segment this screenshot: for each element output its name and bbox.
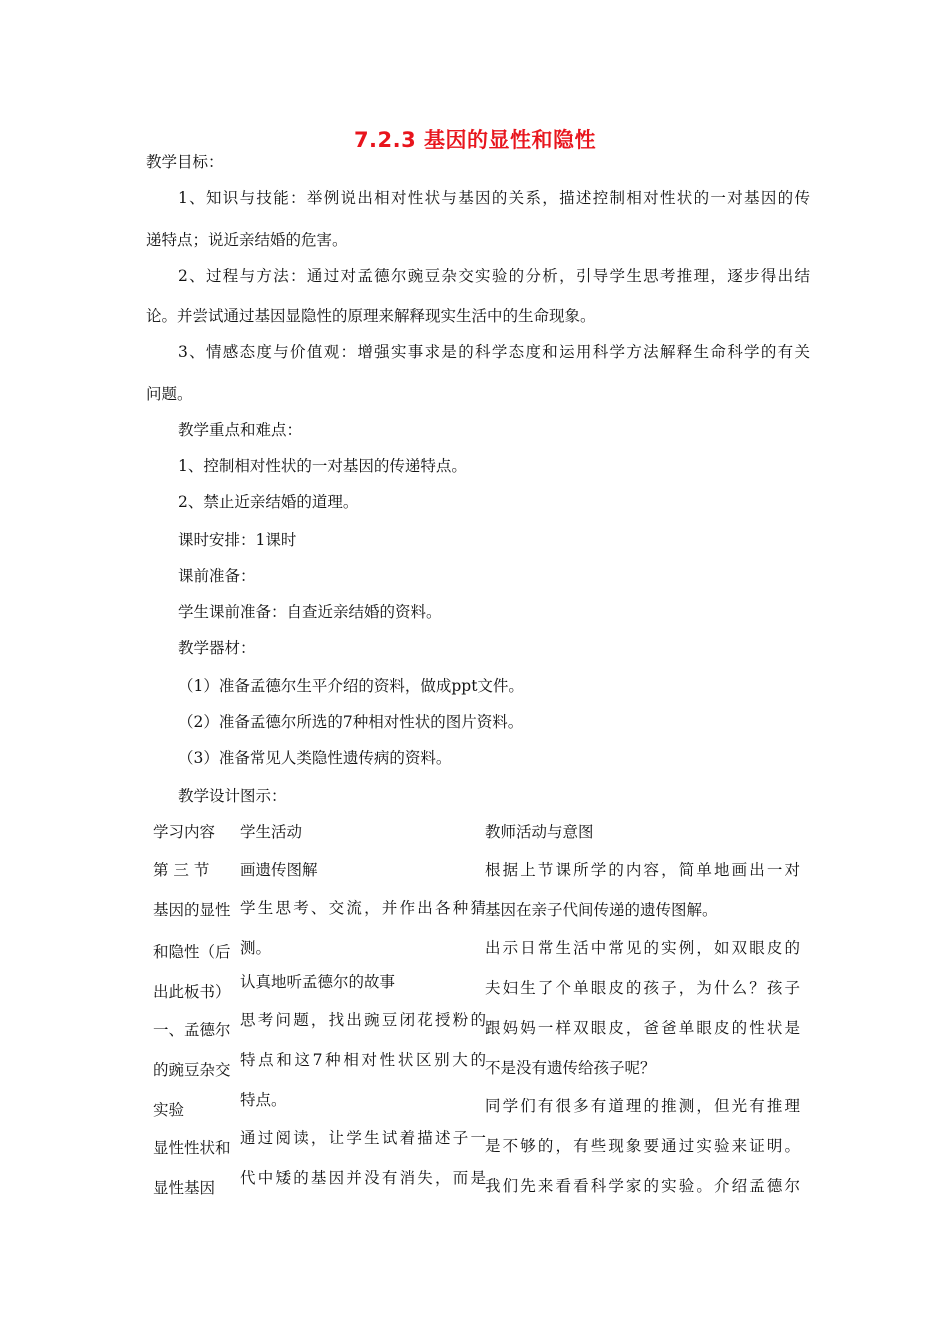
table-col3-line: 同学们有很多有道理的推测，但光有推理 bbox=[485, 1097, 800, 1115]
table-col2-line: 代中矮的基因并没有消失，而是 bbox=[240, 1169, 486, 1187]
table-col2-line: 学生思考、交流，并作出各种猜 bbox=[240, 899, 486, 917]
table-col2-line: 通过阅读，让学生试着描述子一 bbox=[240, 1129, 486, 1147]
table-col1-line: 出此板书） bbox=[153, 983, 231, 1001]
table-col3-line: 是不够的，有些现象要通过实验来证明。 bbox=[485, 1137, 800, 1155]
document-title: 7.2.3 基因的显性和隐性 bbox=[353, 128, 597, 152]
table-col1-line: 基因的显性 bbox=[153, 901, 231, 919]
table-col1-line: 的豌豆杂交 bbox=[153, 1061, 231, 1079]
table-col3-line: 根据上节课所学的内容，简单地画出一对 bbox=[485, 861, 800, 879]
table-col2-line: 测。 bbox=[240, 939, 272, 957]
table-col3-line: 基因在亲子代间传递的遗传图解。 bbox=[485, 901, 718, 919]
table-col1-line: 显性性状和 bbox=[153, 1139, 231, 1157]
schedule: 课时安排：1课时 bbox=[178, 531, 297, 549]
key-point-1: 1、控制相对性状的一对基因的传递特点。 bbox=[178, 457, 467, 475]
prep-heading: 课前准备： bbox=[178, 567, 256, 585]
objective-1-line2: 递特点；说近亲结婚的危害。 bbox=[146, 231, 348, 249]
table-col2-line: 画遗传图解 bbox=[240, 861, 318, 879]
table-header-content: 学习内容 bbox=[153, 823, 216, 841]
table-col1-line: 显性基因 bbox=[153, 1179, 216, 1197]
objective-3-line1: 3、情感态度与价值观：增强实事求是的科学态度和运用科学方法解释生命科学的有关 bbox=[178, 343, 810, 361]
table-header-student: 学生活动 bbox=[240, 823, 303, 841]
table-col3-line: 出示日常生活中常见的实例，如双眼皮的 bbox=[485, 939, 800, 957]
objectives-heading: 教学目标： bbox=[146, 153, 224, 171]
objective-3-line2: 问题。 bbox=[146, 385, 193, 403]
material-2: （2）准备孟德尔所选的7种相对性状的图片资料。 bbox=[178, 713, 524, 731]
table-header-teacher: 教师活动与意图 bbox=[485, 823, 594, 841]
table-col3-line: 夫妇生了个单眼皮的孩子，为什么？孩子 bbox=[485, 979, 800, 997]
table-col1-line: 和隐性（后 bbox=[153, 943, 231, 961]
table-col2-line: 认真地听孟德尔的故事 bbox=[240, 973, 396, 991]
objective-2-line1: 2、过程与方法：通过对孟德尔豌豆杂交实验的分析，引导学生思考推理，逐步得出结 bbox=[178, 267, 810, 285]
key-point-2: 2、禁止近亲结婚的道理。 bbox=[178, 493, 359, 511]
table-col1-line: 第 三 节 bbox=[153, 861, 210, 879]
table-col3-line: 我们先来看看科学家的实验。介绍孟德尔 bbox=[485, 1177, 800, 1195]
table-col2-line: 思考问题，找出豌豆闭花授粉的 bbox=[240, 1011, 486, 1029]
key-points-heading: 教学重点和难点： bbox=[178, 421, 303, 439]
objective-1-line1: 1、知识与技能：举例说出相对性状与基因的关系，描述控制相对性状的一对基因的传 bbox=[178, 189, 810, 207]
table-col1-line: 一、孟德尔 bbox=[153, 1021, 231, 1039]
materials-heading: 教学器材： bbox=[178, 639, 256, 657]
table-col2-line: 特点和这7种相对性状区别大的 bbox=[240, 1051, 486, 1069]
objective-2-line2: 论。并尝试通过基因显隐性的原理来解释现实生活中的生命现象。 bbox=[146, 307, 596, 325]
material-3: （3）准备常见人类隐性遗传病的资料。 bbox=[178, 749, 452, 767]
material-1: （1）准备孟德尔生平介绍的资料，做成ppt文件。 bbox=[178, 677, 524, 695]
table-col3-line: 不是没有遗传给孩子呢？ bbox=[485, 1059, 656, 1077]
table-col1-line: 实验 bbox=[153, 1101, 185, 1119]
table-col3-line: 跟妈妈一样双眼皮，爸爸单眼皮的性状是 bbox=[485, 1019, 800, 1037]
table-col2-line: 特点。 bbox=[240, 1091, 287, 1109]
student-prep: 学生课前准备：自查近亲结婚的资料。 bbox=[178, 603, 442, 621]
design-heading: 教学设计图示： bbox=[178, 787, 287, 805]
